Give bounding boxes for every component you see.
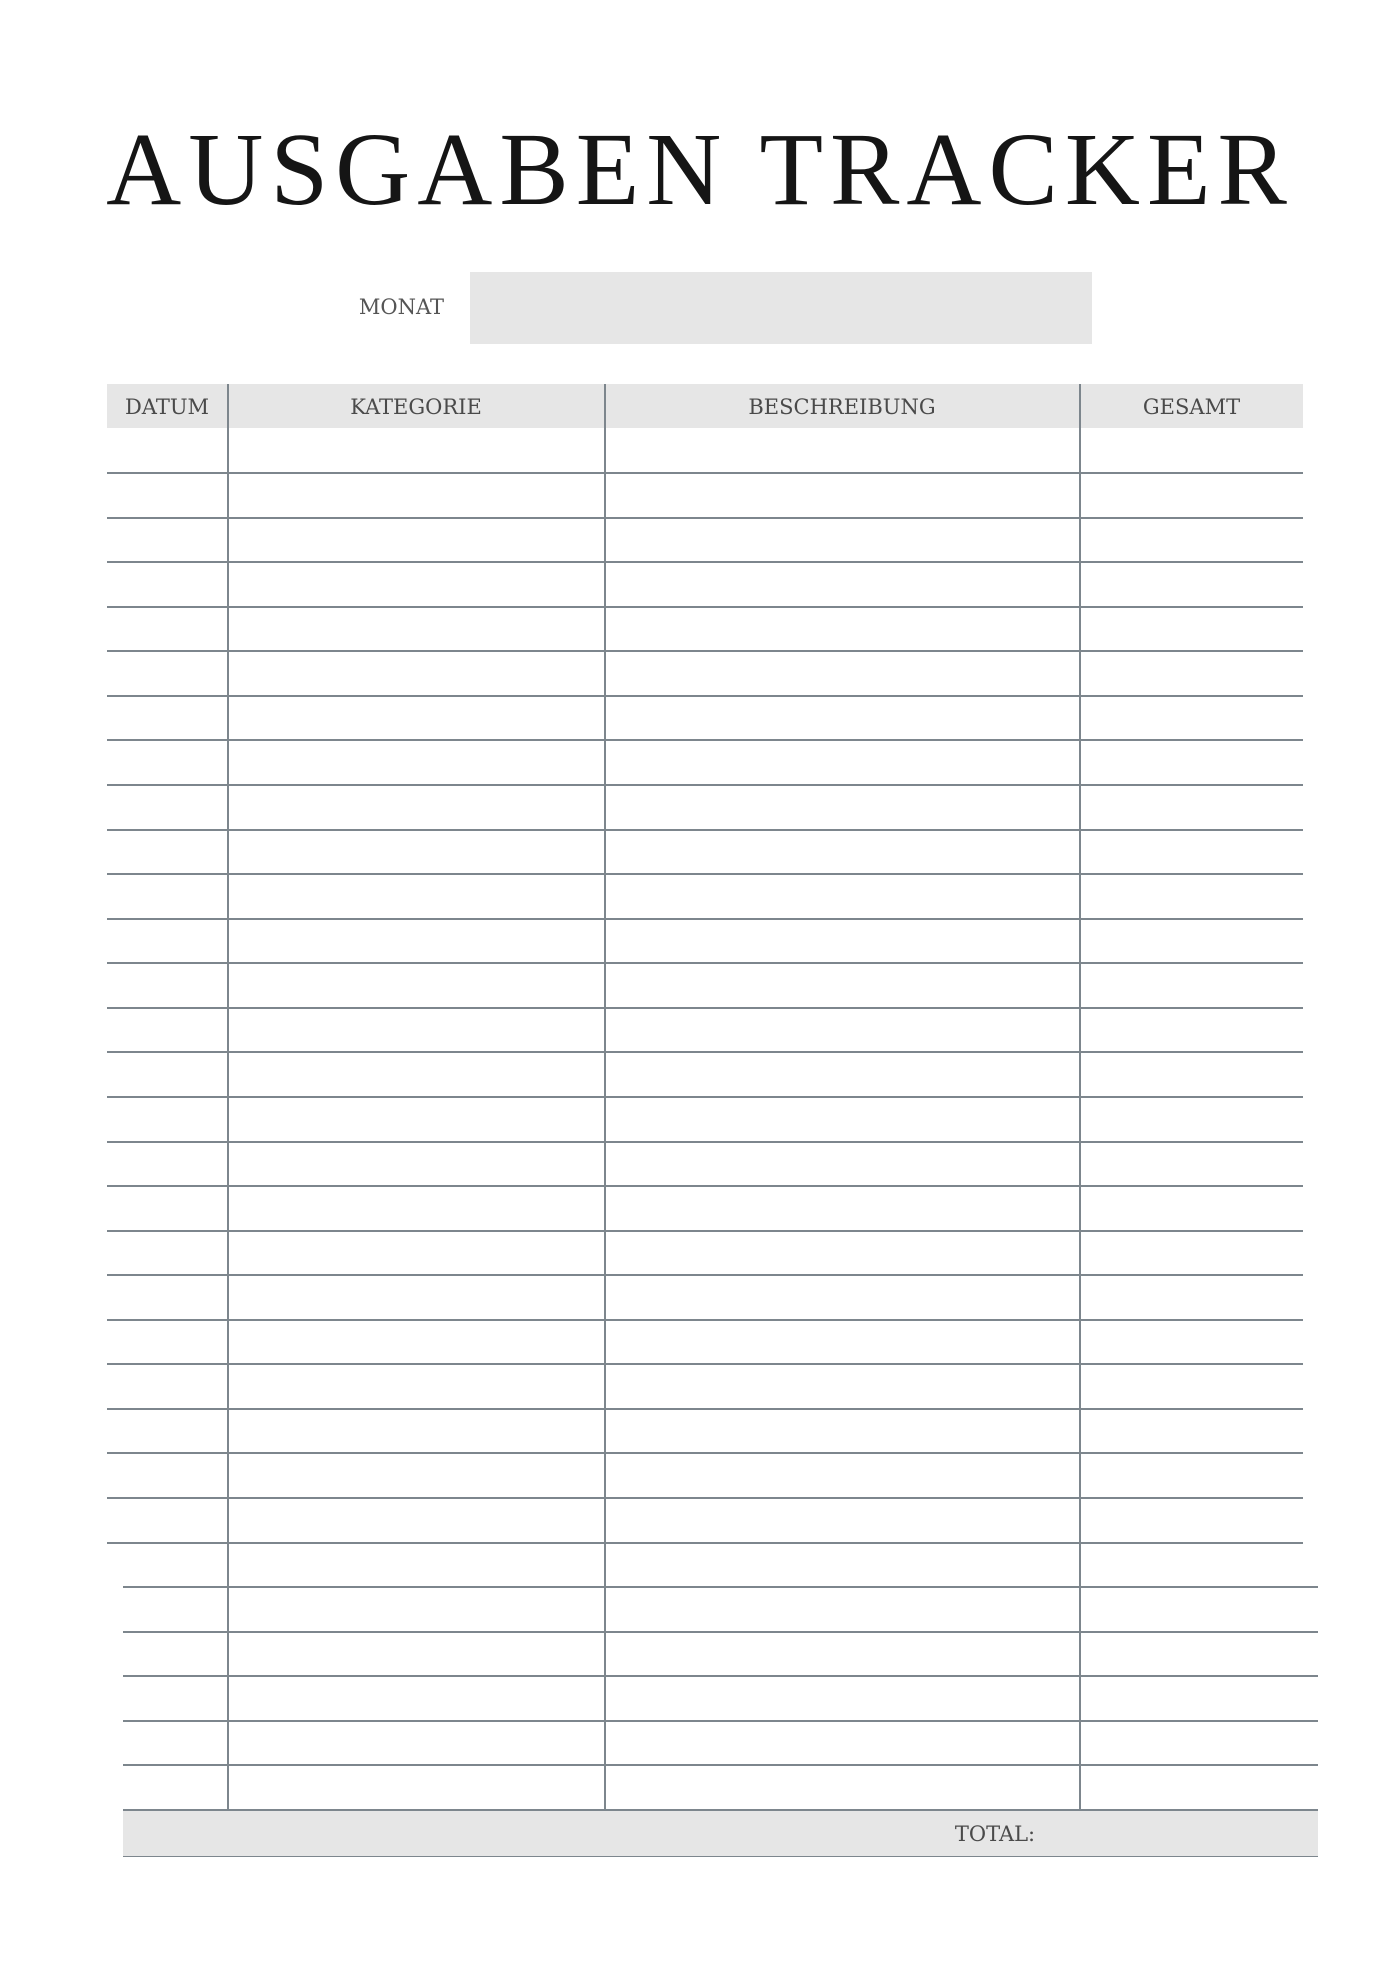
total-label: TOTAL: [954,1822,1036,1846]
table-row[interactable] [107,1143,1303,1186]
column-separator-2 [604,384,606,1856]
table-row[interactable] [107,1009,1303,1052]
table-row[interactable] [107,1232,1303,1275]
table-row[interactable] [107,1321,1303,1364]
page-title: AUSGABEN TRACKER [106,112,1294,227]
table-row[interactable] [107,831,1303,874]
table-row[interactable] [123,1588,1318,1631]
table-row[interactable] [107,875,1303,918]
table-row[interactable] [107,1365,1303,1408]
table-row[interactable] [107,1276,1303,1319]
table-row[interactable] [123,1677,1318,1720]
column-header-beschreibung: BESCHREIBUNG [748,395,936,419]
table-row[interactable] [107,1454,1303,1497]
table-row[interactable] [107,519,1303,562]
table-row[interactable] [107,786,1303,829]
table-row[interactable] [107,1098,1303,1141]
table-row[interactable] [107,652,1303,695]
table-row[interactable] [107,1053,1303,1096]
column-separator-1 [227,384,229,1856]
column-header-gesamt: GESAMT [1142,395,1241,419]
column-header-datum: DATUM [124,395,210,419]
table-row[interactable] [107,608,1303,651]
table-row[interactable] [107,428,1303,472]
table-footer [123,1811,1318,1856]
table-row[interactable] [107,1410,1303,1453]
table-row[interactable] [123,1766,1318,1809]
column-separator-3 [1079,384,1081,1856]
table-row[interactable] [107,1187,1303,1230]
table-row[interactable] [123,1633,1318,1676]
table-row[interactable] [107,563,1303,606]
table-row[interactable] [107,920,1303,963]
table-row[interactable] [123,1722,1318,1765]
table-row[interactable] [107,741,1303,784]
column-header-kategorie: KATEGORIE [350,395,482,419]
month-input-field[interactable] [470,272,1092,344]
table-row[interactable] [107,1499,1303,1542]
table-row[interactable] [107,964,1303,1007]
table-row[interactable] [107,1544,1303,1587]
table-row[interactable] [107,697,1303,740]
month-label: MONAT [358,295,444,319]
table-row[interactable] [107,474,1303,517]
